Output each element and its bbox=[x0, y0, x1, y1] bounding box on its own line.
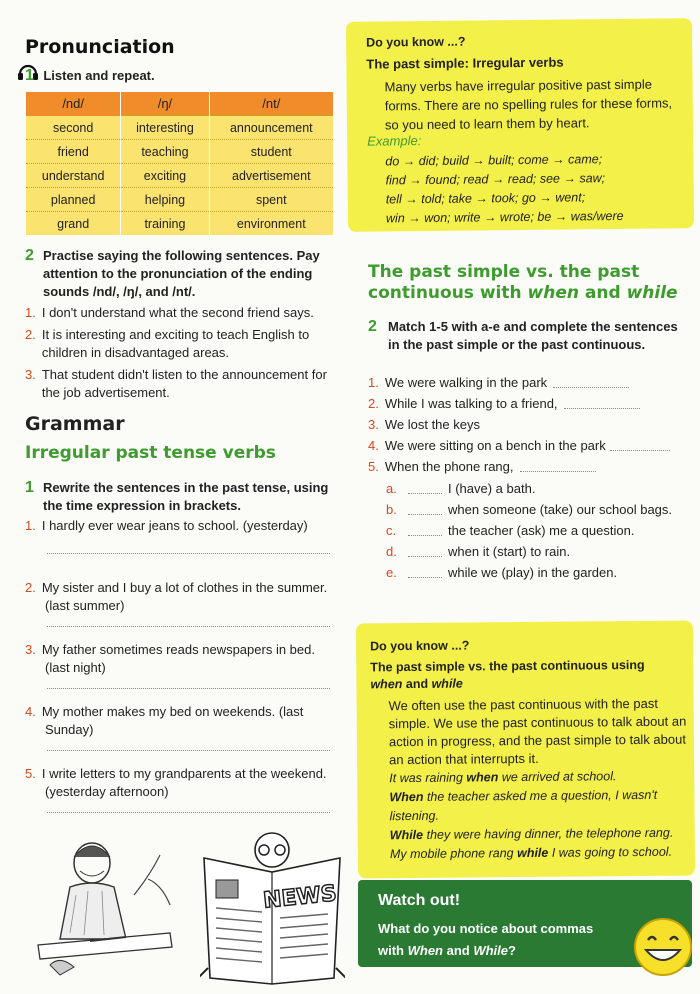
did-you-know-box-when-while bbox=[356, 621, 695, 879]
exercise-instruction: Practise saying the following sentences. Pay attention to the pronunciation of the ending sounds /nd/, /ŋ/, and /nt/. bbox=[43, 248, 320, 299]
table-cell: second bbox=[26, 116, 121, 140]
list-item bbox=[25, 517, 330, 579]
list-item bbox=[25, 703, 330, 765]
example-line: win → won; write → wrote; be → was/were bbox=[385, 208, 624, 226]
pron-sentences bbox=[25, 304, 337, 402]
item-text: while we (play) in the garden. bbox=[448, 565, 618, 580]
answer-line[interactable] bbox=[47, 552, 330, 554]
item-text: I hardly ever wear jeans to school. (yesterday) bbox=[41, 518, 308, 533]
item-text: While I was talking to a friend, bbox=[384, 396, 558, 411]
answer-blank[interactable] bbox=[408, 555, 442, 557]
answer-blank[interactable] bbox=[553, 386, 629, 388]
answer-line[interactable] bbox=[47, 625, 330, 627]
box-question: Do you know ...? bbox=[370, 638, 470, 654]
answer-blank[interactable] bbox=[520, 470, 596, 472]
answer-line[interactable] bbox=[47, 749, 330, 751]
item-text: Sunday) bbox=[45, 722, 94, 737]
pronunciation-title: Pronunciation bbox=[25, 36, 175, 58]
table-header: /ŋ/ bbox=[121, 92, 209, 116]
item-number: 2. bbox=[25, 327, 36, 342]
list-item bbox=[25, 765, 330, 827]
title-line: continuous with when and while bbox=[368, 283, 678, 303]
box-title: The past simple: Irregular verbs bbox=[366, 54, 564, 72]
answer-line[interactable] bbox=[47, 811, 330, 813]
item-text: We lost the keys bbox=[384, 417, 480, 432]
answer-line[interactable] bbox=[47, 687, 330, 689]
table-cell: helping bbox=[121, 188, 209, 212]
list-item bbox=[368, 416, 688, 434]
exercise-number: 1 bbox=[25, 479, 34, 496]
sub-items bbox=[368, 480, 688, 582]
table-cell: teaching bbox=[121, 140, 209, 164]
list-item bbox=[386, 564, 688, 582]
examples-list bbox=[389, 767, 690, 865]
table-cell: training bbox=[121, 212, 209, 236]
item-text: We were walking in the park bbox=[384, 375, 548, 390]
item-text: (last summer) bbox=[45, 598, 125, 613]
example-line: tell → told; take → took; go → went; bbox=[385, 190, 586, 207]
item-text: when someone (take) our school bags. bbox=[448, 502, 673, 517]
example-label: Example: bbox=[367, 133, 422, 149]
exercise-instruction: Listen and repeat. bbox=[43, 68, 155, 83]
item-letter: c. bbox=[386, 523, 397, 538]
answer-blank[interactable] bbox=[408, 492, 442, 494]
smiley-icon bbox=[632, 916, 694, 978]
list-item bbox=[386, 501, 688, 519]
item-number: 1. bbox=[25, 518, 36, 533]
exercise-instruction: Rewrite the sentences in the past tense, using the time expression in brackets. bbox=[43, 480, 329, 513]
item-text: I don't understand what the second friend says. bbox=[41, 305, 314, 320]
match-items bbox=[368, 374, 688, 582]
title-line: The past simple vs. the past bbox=[368, 262, 640, 282]
list-item bbox=[25, 304, 337, 322]
item-letter: a. bbox=[386, 481, 397, 496]
grammar-title: Grammar bbox=[25, 413, 125, 435]
did-you-know-box-irregular bbox=[346, 18, 694, 232]
item-number: 3. bbox=[25, 642, 36, 657]
table-row bbox=[26, 212, 334, 236]
watch-out-title: Watch out! bbox=[378, 892, 461, 909]
item-text: My sister and I buy a lot of clothes in the summer. bbox=[41, 580, 328, 595]
item-text: My mother makes my bed on weekends. (last bbox=[41, 704, 304, 719]
item-text: My father sometimes reads newspapers in bed. bbox=[41, 642, 315, 657]
item-text: I (have) a bath. bbox=[448, 481, 536, 496]
box-question: Do you know ...? bbox=[366, 34, 466, 50]
exercise-instruction: Match 1-5 with a-e and complete the sentences in the past simple or the past continuous. bbox=[388, 319, 678, 352]
watch-out-question: What do you notice about commas with When and While? bbox=[378, 921, 594, 958]
item-number: 4. bbox=[25, 704, 36, 719]
answer-blank[interactable] bbox=[408, 513, 442, 515]
box-text: We often use the past continuous with the past simple. We use the past continuous to talk about an action in progress, and the past simple to talk about an action that interrupts it. bbox=[388, 695, 687, 768]
table-header: /nd/ bbox=[26, 92, 121, 116]
table-cell: advertisement bbox=[209, 164, 333, 188]
item-text: the teacher (ask) me a question. bbox=[448, 523, 635, 538]
table-row bbox=[26, 116, 334, 140]
example-line: find → found; read → read; see → saw; bbox=[385, 171, 606, 188]
newspaper-illustration bbox=[200, 828, 345, 986]
item-number: 3. bbox=[368, 417, 379, 432]
table-cell: planned bbox=[26, 188, 121, 212]
item-text: (last night) bbox=[45, 660, 106, 675]
pronunciation-table bbox=[25, 92, 333, 235]
example-line: When the teacher asked me a question, I wasn't listening. bbox=[389, 787, 658, 824]
item-number: 4. bbox=[368, 438, 379, 453]
item-number: 2. bbox=[25, 580, 36, 595]
table-cell: understand bbox=[26, 164, 121, 188]
newspaper-masthead: NEWS bbox=[262, 881, 338, 914]
past-simple-vs-continuous-title bbox=[368, 262, 688, 304]
list-item bbox=[25, 366, 337, 402]
list-item bbox=[386, 522, 688, 540]
table-row bbox=[26, 188, 334, 212]
list-item bbox=[25, 326, 337, 362]
table-cell: announcement bbox=[209, 116, 333, 140]
item-number: 3. bbox=[25, 367, 36, 382]
exercise-number: 2 bbox=[25, 247, 34, 264]
rewrite-items bbox=[25, 517, 330, 827]
list-item bbox=[368, 437, 688, 455]
table-row bbox=[26, 140, 334, 164]
table-cell: spent bbox=[209, 188, 333, 212]
table-cell: grand bbox=[26, 212, 121, 236]
item-letter: b. bbox=[386, 502, 397, 517]
examples-list bbox=[385, 150, 623, 228]
pron-exercise-2 bbox=[25, 247, 335, 301]
box-text: Many verbs have irregular positive past simple forms. There are no spelling rules for these forms, so you need to learn them by heart. bbox=[384, 76, 673, 133]
list-item bbox=[386, 543, 688, 561]
list-item bbox=[25, 579, 330, 641]
grammar-exercise-1 bbox=[25, 479, 340, 515]
example-line: do → did; build → built; come → came; bbox=[385, 152, 603, 169]
list-item bbox=[368, 395, 688, 413]
table-row bbox=[26, 164, 334, 188]
item-letter: e. bbox=[386, 565, 397, 580]
item-text: That student didn't listen to the announcement for the job advertisement. bbox=[41, 367, 327, 400]
item-number: 2. bbox=[368, 396, 379, 411]
example-line: It was raining when we arrived at school. bbox=[389, 769, 617, 786]
table-cell: environment bbox=[209, 212, 333, 236]
list-item bbox=[368, 374, 688, 392]
answer-blank[interactable] bbox=[408, 534, 442, 536]
box-title: The past simple vs. the past continuous using when and while bbox=[370, 657, 645, 692]
answer-blank[interactable] bbox=[408, 576, 442, 578]
exercise-number: 2 bbox=[368, 318, 377, 335]
match-exercise-2 bbox=[368, 318, 688, 354]
table-cell: exciting bbox=[121, 164, 209, 188]
list-item bbox=[386, 480, 688, 498]
item-text: (yesterday afternoon) bbox=[45, 784, 169, 799]
item-number: 5. bbox=[368, 459, 379, 474]
item-number: 1. bbox=[25, 305, 36, 320]
item-text: when it (start) to rain. bbox=[448, 544, 571, 559]
item-text: We were sitting on a bench in the park bbox=[384, 438, 606, 453]
item-text: I write letters to my grandparents at the weekend. bbox=[41, 766, 327, 781]
exercise-number: 1 bbox=[25, 67, 34, 84]
item-number: 5. bbox=[25, 766, 36, 781]
grammar-subtitle: Irregular past tense verbs bbox=[25, 443, 276, 463]
girl-writing-illustration bbox=[30, 835, 180, 985]
table-cell: interesting bbox=[121, 116, 209, 140]
answer-blank[interactable] bbox=[610, 449, 670, 451]
list-item bbox=[25, 641, 330, 703]
table-cell: friend bbox=[26, 140, 121, 164]
example-line: My mobile phone rang while I was going to school. bbox=[389, 844, 673, 862]
table-cell: student bbox=[209, 140, 333, 164]
item-letter: d. bbox=[386, 544, 397, 559]
list-item bbox=[368, 458, 688, 476]
table-header: /nt/ bbox=[209, 92, 333, 116]
example-line: While they were having dinner, the telephone rang. bbox=[389, 825, 674, 843]
item-number: 1. bbox=[368, 375, 379, 390]
item-text: When the phone rang, bbox=[384, 459, 514, 474]
item-text: It is interesting and exciting to teach English to children in disadvantaged areas. bbox=[41, 327, 310, 360]
pron-exercise-1 bbox=[25, 67, 155, 85]
answer-blank[interactable] bbox=[564, 407, 640, 409]
